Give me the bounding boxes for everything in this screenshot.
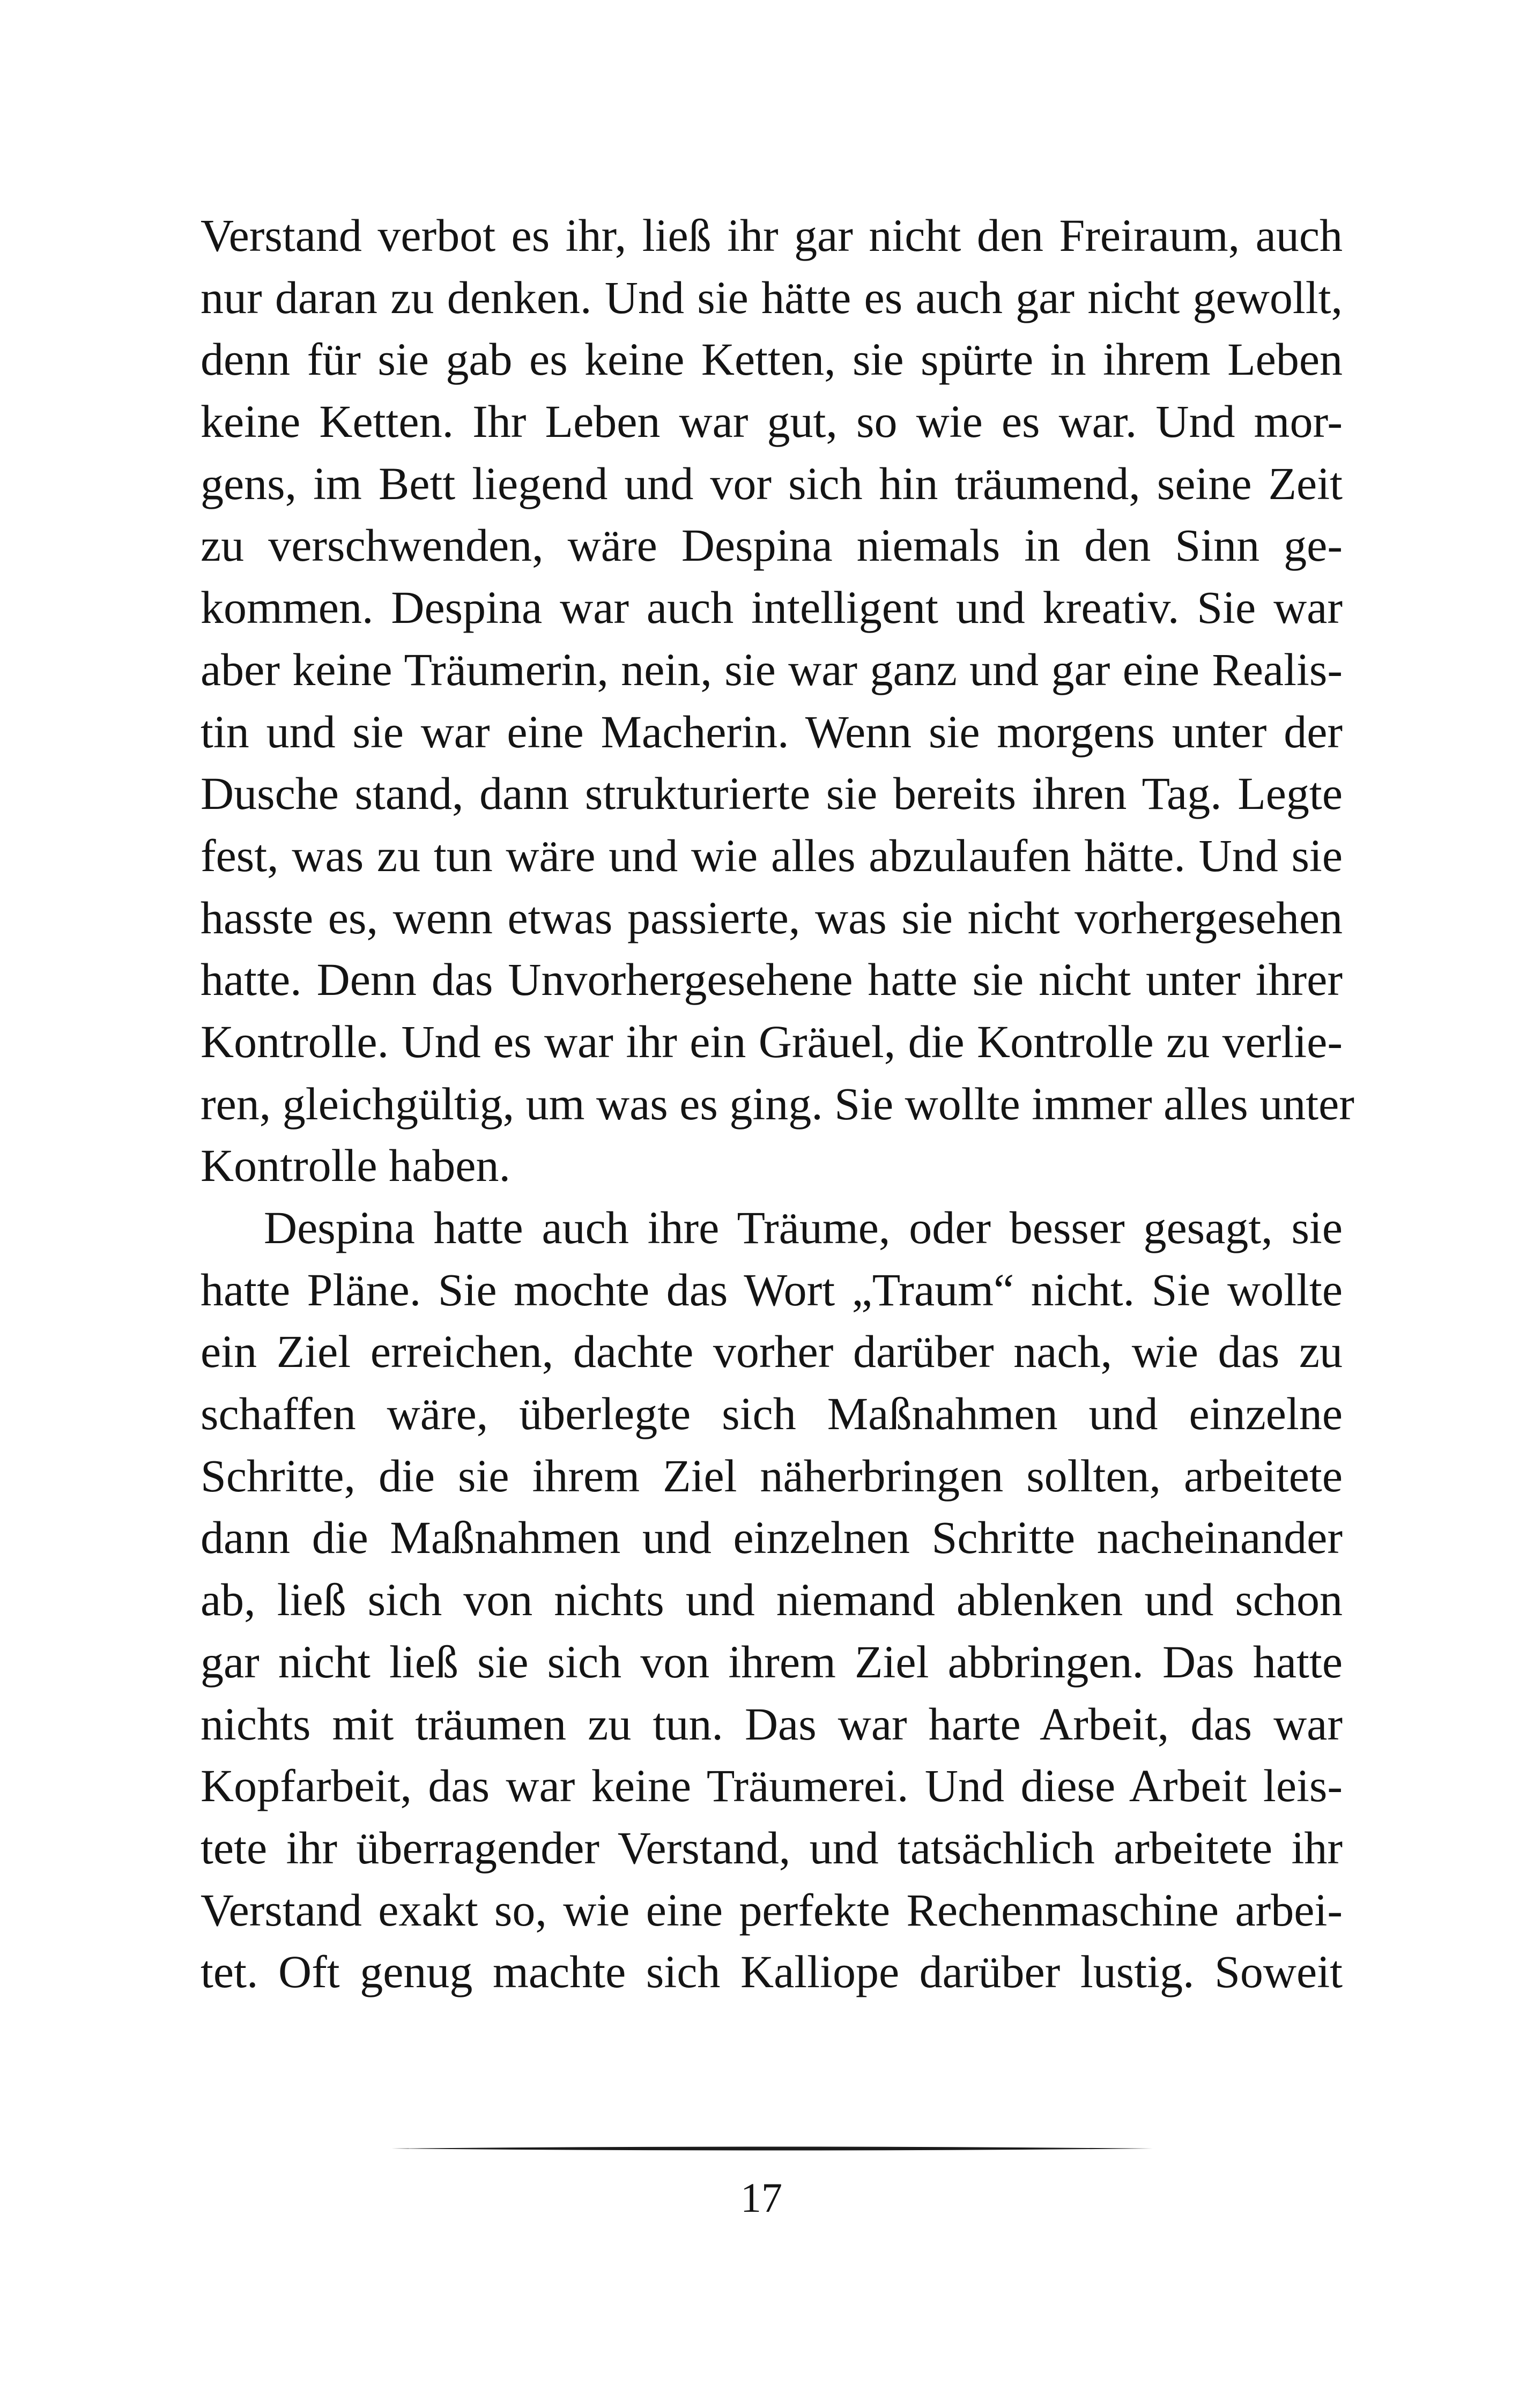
text-line: Verstand verbot es ihr, ließ ihr gar nicht den Freiraum, auch — [201, 210, 1343, 261]
text-line: hatte. Denn das Unvorhergesehene hatte sie nicht unter ihrer — [201, 954, 1343, 1006]
text-line: fest, was zu tun wäre und wie alles abzulaufen hätte. Und sie — [201, 829, 1343, 881]
text-line: Kontrolle. Und es war ihr ein Gräuel, die Kontrolle zu verlie- — [201, 1015, 1343, 1067]
text-line: Schritte, die sie ihrem Ziel näherbringen sollten, arbeitete — [201, 1450, 1343, 1502]
text-line: zu verschwenden, wäre Despina niemals in den Sinn ge- — [201, 519, 1343, 571]
text-line: ren, gleichgültig, um was es ging. Sie wollte immer alles unter — [201, 1077, 1354, 1129]
text-line: Verstand exakt so, wie eine perfekte Rechenmaschine arbei- — [201, 1884, 1343, 1936]
text-line: tete ihr überragender Verstand, und tatsächlich arbeitete ihr — [201, 1822, 1343, 1874]
text-line: nur daran zu denken. Und sie hätte es auch gar nicht gewollt, — [201, 271, 1343, 323]
text-line: Kopfarbeit, das war keine Träumerei. Und diese Arbeit leis- — [201, 1760, 1343, 1812]
body-text — [201, 205, 1354, 2003]
text-line: hatte Pläne. Sie mochte das Wort „Traum“ nicht. Sie wollte — [201, 1264, 1343, 1316]
footer-divider — [391, 2146, 1153, 2151]
text-line: kommen. Despina war auch intelligent und kreativ. Sie war — [201, 582, 1343, 634]
text-line: ab, ließ sich von nichts und niemand ablenken und schon — [201, 1574, 1343, 1626]
text-line: nichts mit träumen zu tun. Das war harte Arbeit, das war — [201, 1698, 1343, 1750]
text-line: gens, im Bett liegend und vor sich hin träumend, seine Zeit — [201, 457, 1343, 509]
text-line: ein Ziel erreichen, dachte vorher darüber nach, wie das zu — [201, 1326, 1343, 1378]
text-line: Despina hatte auch ihre Träume, oder besser gesagt, sie — [264, 1202, 1343, 1253]
paragraph-1 — [201, 205, 1354, 1197]
text-line: denn für sie gab es keine Ketten, sie spürte in ihrem Leben — [201, 333, 1343, 385]
page-number: 17 — [740, 2174, 782, 2221]
text-line: aber keine Träumerin, nein, sie war ganz und gar eine Realis- — [201, 643, 1343, 695]
text-line: tet. Oft genug machte sich Kalliope darüber lustig. Soweit — [201, 1946, 1343, 1998]
text-line: dann die Maßnahmen und einzelnen Schritte nacheinander — [201, 1512, 1343, 1564]
text-line: schaffen wäre, überlegte sich Maßnahmen und einzelne — [201, 1388, 1343, 1440]
paragraph-2 — [201, 1197, 1343, 2003]
text-line: hasste es, wenn etwas passierte, was sie nicht vorhergesehen — [201, 891, 1343, 943]
text-line: Dusche stand, dann strukturierte sie bereits ihren Tag. Legte — [201, 768, 1343, 820]
text-line: tin und sie war eine Macherin. Wenn sie morgens unter der — [201, 705, 1343, 757]
text-line: keine Ketten. Ihr Leben war gut, so wie es war. Und mor- — [201, 396, 1343, 448]
text-line: gar nicht ließ sie sich von ihrem Ziel abbringen. Das hatte — [201, 1636, 1343, 1688]
text-line: Kontrolle haben. — [201, 1140, 510, 1192]
